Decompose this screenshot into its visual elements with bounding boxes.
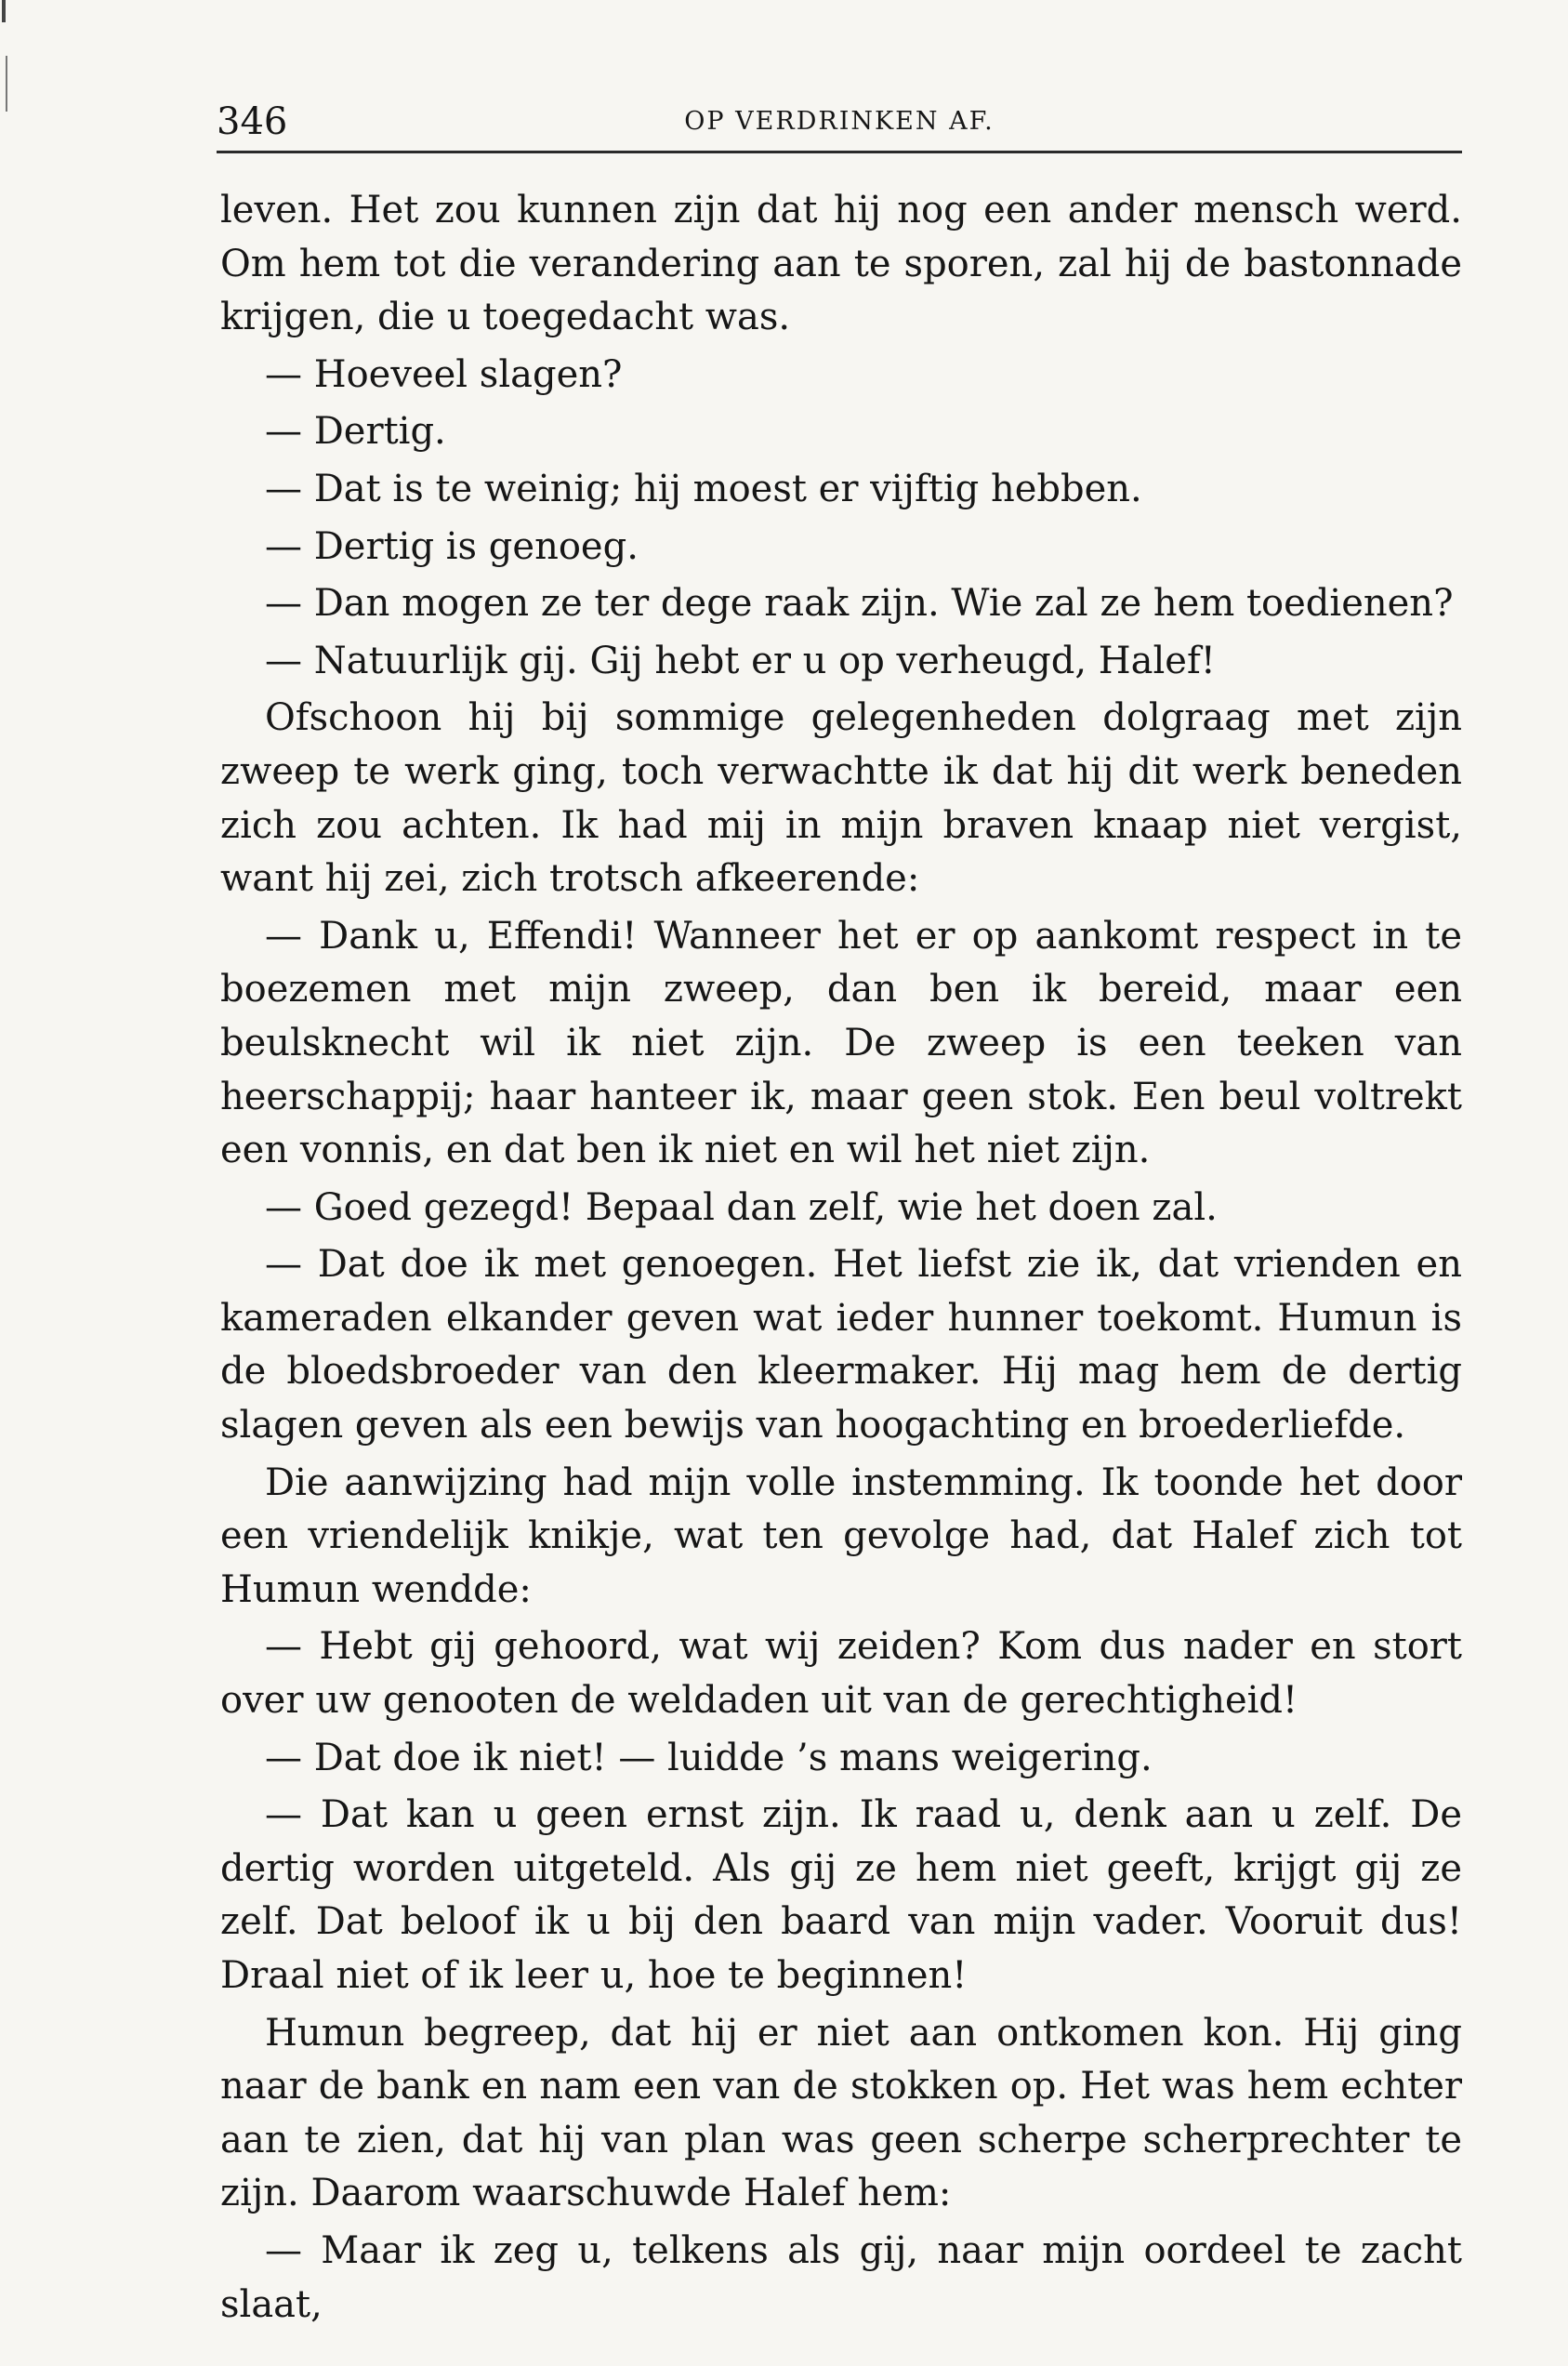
- paragraph: — Dat is te weinig; hij moest er vijftig hebben.: [265, 467, 1142, 510]
- running-title: OP VERDRINKEN AF.: [684, 107, 995, 136]
- paragraph: — Dank u, Effendi! Wanneer het er op aankomt respect in te boezemen met mijn zweep, dan ben ik bereid, maar een beulsknecht wil ik niet zijn. De zweep is een teeken van heerschappij; haar hanteer ik, maar geen stok. Een beul voltrekt een vonnis, en dat ben ik niet en wil het niet zijn.: [220, 914, 1462, 1172]
- paragraph: — Hoeveel slagen?: [265, 352, 623, 396]
- paragraph: — Dat doe ik met genoegen. Het liefst zie ik, dat vrienden en kameraden elkander geven wat ieder hunner toekomt. Humun is de bloedsbroeder van den kleermaker. Hij mag hem de dertig slagen geven als een bewijs van hoogachting en broederliefde.: [220, 1243, 1462, 1447]
- page-number: 346: [217, 100, 288, 143]
- paragraph: Ofschoon hij bij sommige gelegenheden dolgraag met zijn zweep te werk ging, toch verwachtte ik dat hij dit werk beneden zich zou achten. Ik had mij in mijn braven knaap niet vergist, want hij zei, zich trotsch afkeerende:: [220, 696, 1462, 901]
- paragraph: — Dat kan u geen ernst zijn. Ik raad u, denk aan u zelf. De dertig worden uitgeteld. Als gij ze hem niet geeft, krijgt gij ze zelf. Dat beloof ik u bij den baard van mijn vader. Vooruit dus! Draal niet of ik leer u, hoe te beginnen!: [220, 1793, 1462, 1997]
- paragraph: — Hebt gij gehoord, wat wij zeiden? Kom dus nader en stort over uw genooten de weldaden uit van de gerechtigheid!: [220, 1625, 1462, 1723]
- paragraph: Die aanwijzing had mijn volle instemming. Ik toonde het door een vriendelijk knikje, wat ten gevolge had, dat Halef zich tot Humun wendde:: [220, 1461, 1462, 1611]
- paragraph: — Dertig is genoeg.: [265, 524, 639, 568]
- paragraph: Humun begreep, dat hij er niet aan ontkomen kon. Hij ging naar de bank en nam een van de stokken op. Het was hem echter aan te zien, dat hij van plan was geen scherpe scherprechter te zijn. Daarom waarschuwde Halef hem:: [220, 2011, 1462, 2215]
- paragraph: — Dertig.: [265, 410, 446, 454]
- page-header: [217, 93, 1462, 153]
- binding-mark: [2, 0, 6, 22]
- paragraph: — Dan mogen ze ter dege raak zijn. Wie zal ze hem toedienen?: [265, 582, 1454, 626]
- text-body: [220, 184, 1462, 2332]
- binding-mark: [6, 56, 7, 112]
- paragraph: — Dat doe ik niet! — luidde ’s mans weigering.: [265, 1736, 1153, 1779]
- paragraph: — Goed gezegd! Bepaal dan zelf, wie het doen zal.: [265, 1185, 1218, 1229]
- paragraph: leven. Het zou kunnen zijn dat hij nog een ander mensch werd. Om hem tot die verandering aan te sporen, zal hij de bastonnade krijgen, die u toegedacht was.: [220, 189, 1462, 339]
- paragraph: — Maar ik zeg u, telkens als gij, naar mijn oordeel te zacht slaat,: [220, 2228, 1462, 2326]
- paragraph: — Natuurlijk gij. Gij hebt er u op verheugd, Halef!: [265, 639, 1216, 682]
